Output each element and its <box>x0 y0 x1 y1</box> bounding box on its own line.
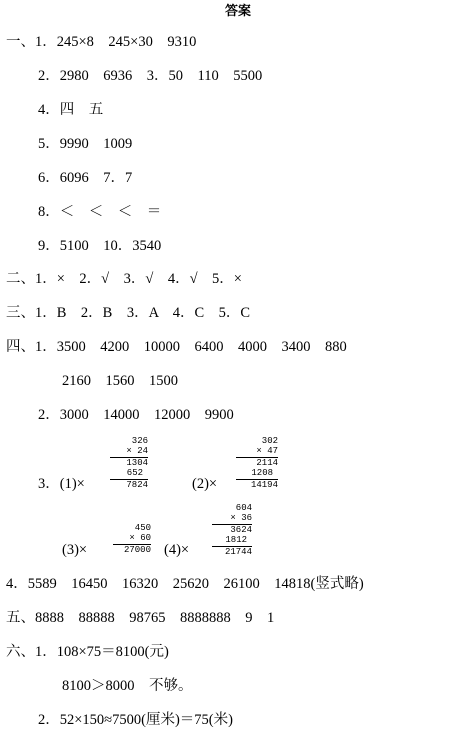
answer-line: (3)× <box>62 542 88 558</box>
answer-line: 2．52×150≈7500(厘米)＝75(米) <box>38 712 233 728</box>
calc-row: 27000 <box>123 545 151 555</box>
calc-row: 14194 <box>250 480 278 490</box>
answer-line: 一、1．245×8 245×30 9310 <box>6 34 197 50</box>
calc-row: 450 <box>134 523 151 533</box>
calc-row: × 47 <box>256 446 278 456</box>
answer-line: (4)× <box>164 542 190 558</box>
answer-line: 四、1．3500 4200 10000 6400 4000 3400 880 <box>6 339 347 355</box>
answer-line: 五、8888 88888 98765 8888888 9 1 <box>6 610 275 626</box>
answer-line: 5．9990 1009 <box>38 136 133 152</box>
answer-line: 2．2980 6936 3．50 110 5500 <box>38 68 263 84</box>
answer-line: 6．6096 7．7 <box>38 170 133 186</box>
calc-row: 652 <box>126 468 143 478</box>
calc-row: 1812 <box>225 535 247 545</box>
answer-line: 4．四 五 <box>38 102 104 118</box>
calc-row: 302 <box>261 436 278 446</box>
page-title: 答案 <box>224 4 251 19</box>
answer-line: 9．5100 10．3540 <box>38 238 162 254</box>
calc-row: × 60 <box>129 533 151 543</box>
answer-line: 3．(1)× <box>38 476 85 492</box>
answer-line: 二、1．× 2．√ 3．√ 4．√ 5．× <box>6 271 242 287</box>
answer-line: (2)× <box>192 476 218 492</box>
answer-line: 2160 1560 1500 <box>62 373 178 389</box>
answer-line: 2．3000 14000 12000 9900 <box>38 407 234 423</box>
answer-line: 4．5589 16450 16320 25620 26100 14818(竖式略) <box>6 576 364 592</box>
calc-row: 21744 <box>224 547 252 557</box>
vertical-calculation <box>212 503 252 557</box>
answer-line: 8100＞8000 不够。 <box>62 678 193 694</box>
vertical-calculation <box>113 523 151 555</box>
calc-row: × 36 <box>230 513 252 523</box>
calc-row: 7824 <box>126 480 148 490</box>
answer-line: 三、1．B 2．B 3．A 4．C 5．C <box>6 305 251 321</box>
vertical-calculation <box>110 436 148 490</box>
vertical-calculation <box>236 436 278 490</box>
calc-row: 604 <box>235 503 252 513</box>
answer-line: 8．＜ ＜ ＜ ＝ <box>38 204 162 220</box>
calc-row: × 24 <box>126 446 148 456</box>
calc-row: 326 <box>131 436 148 446</box>
calc-row: 1304 <box>126 458 148 468</box>
calc-row: 1208 <box>251 468 273 478</box>
answer-line: 六、1．108×75＝8100(元) <box>6 644 169 660</box>
calc-row: 2114 <box>256 458 278 468</box>
calc-row: 3624 <box>230 525 252 535</box>
